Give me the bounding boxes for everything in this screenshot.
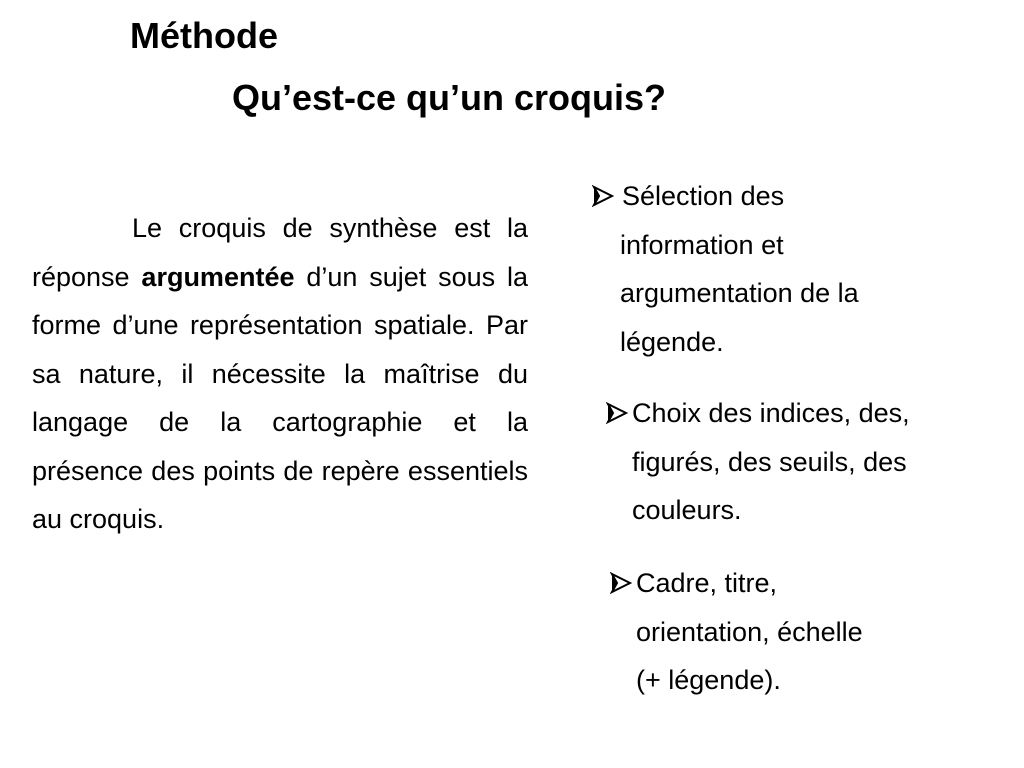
bullet-item-selection [592,172,972,366]
slide-subtitle: Qu’est-ce qu’un croquis? [232,77,667,118]
bullet-line: figurés, des seuils, des [632,446,907,477]
arrow-bullet-icon [610,559,636,608]
bullet-line: couleurs. [632,495,742,525]
bullet-line: Cadre, titre, [636,568,778,598]
bullet-line: (+ légende). [636,665,781,695]
bullet-line: Sélection des [622,181,785,211]
bullet-item-choix [606,389,1006,535]
paragraph-text-start: Le croquis de synthèse est la réponse [32,213,528,292]
arrow-bullet-icon [606,389,632,438]
paragraph-bold-word: argumentée [141,261,295,292]
bullet-line: orientation, échelle [636,616,863,647]
bullet-line: argumentation de la [620,278,859,308]
bullet-line: Choix des indices, des, [632,398,910,428]
bullet-item-cadre [610,559,990,705]
bullet-line: information et [620,229,784,260]
arrow-bullet-icon [592,172,618,221]
paragraph-text-end: d’un sujet sous la forme d’une représentation spatiale. Par sa nature, il nécessite la maîtrise du langage de la cartographie et la présence des points de repère essentiels au croquis. [32,261,528,534]
definition-paragraph [32,204,528,544]
bullet-line: légende. [620,326,724,357]
slide-title: Méthode [130,15,278,56]
